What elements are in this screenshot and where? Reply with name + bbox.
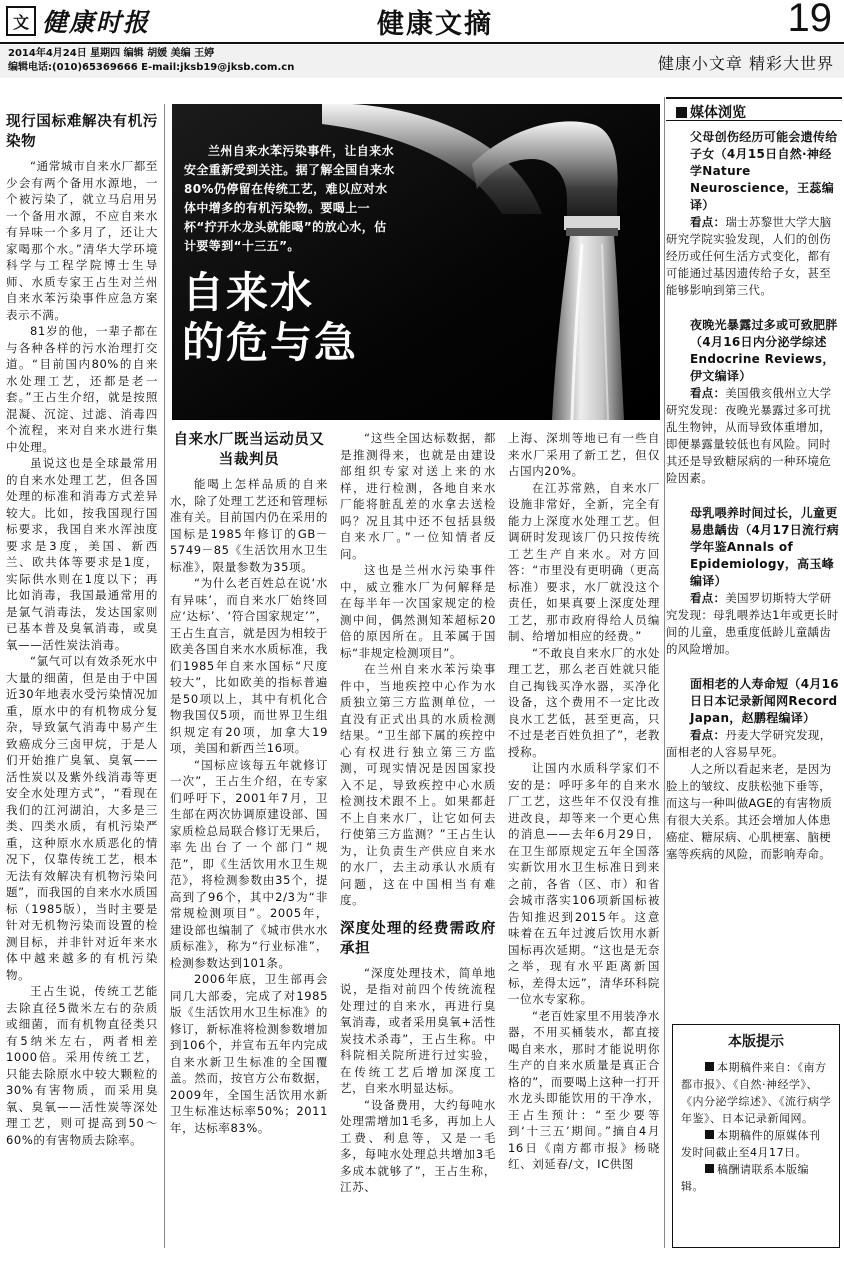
editor-contact: 编辑电话:(010)65369666 E-mail:jksb19@jksb.com.cn xyxy=(8,62,295,73)
paragraph: “不敢良自来水厂的水处理工艺，那么老百姓就只能自己掏钱买净水器，买净化设备，这个费用不一定比改良水工艺低，甚至更高，只不过是老百姓负担了”，老教授称。 xyxy=(508,645,660,759)
paragraph: 能喝上怎样品质的自来水，除了处理工艺还和管理标准有关。目前国内仍在采用的国标是1985年修订的GB－5749－85《生活饮用水卫生标准》，限量参数为35项。 xyxy=(170,477,328,574)
paragraph: “老百姓家里不用装净水器，不用买桶装水，都直接喝自来水，那时才能说明你生产的自来水质量是真正合格的”，而要喝上这种一打开水龙头即能饮用的干净水，王占生预计：“至少要等到‘十三五’期间。”摘自4月16日《南方都市报》杨晓红、刘延春/文，IC供图 xyxy=(508,1008,660,1171)
digest-item-body: 瑞士苏黎世大学大脑研究学院实验发现，人们的创伤经历或任何生活方式变化，都有可能通过基因遗传给子女，甚至能够影响到第三代。 xyxy=(666,215,832,297)
paragraph: 81岁的他，一辈子都在与各种各样的污水治理打交道。“目前国内80%的自来水处理工艺，还都是老一套。”王占生介绍，就是按照混凝、沉淀、过滤、消毒四个流程，来对自来水进行集中处理。 xyxy=(6,324,158,454)
digest-item-title: 父母创伤经历可能会遗传给子女（4月15日自然·神经学Nature Neuroscience，王蕊编译） xyxy=(690,130,838,212)
digest-item-title: 面相老的人寿命短（4月16日日本记录新闻网Record Japan，赵鹏程编译） xyxy=(690,677,839,725)
paragraph: “这些全国达标数据，都是推测得来，也就是由建设部组织专家对送上来的水样，进行检测，各地自来水厂能将脏乱差的水拿去送检吗？况且其中还不包括县级自来水厂。”一位知情者反问。 xyxy=(340,431,496,561)
digest-item-label: 看点： xyxy=(690,591,726,605)
photo-headline-line-2: 的危与急 xyxy=(182,318,359,367)
notice-payment xyxy=(681,1161,831,1195)
issue-date: 2014年4月24日 星期四 编辑 胡媛 美编 王婷 xyxy=(8,48,215,59)
article-column-2 xyxy=(170,430,328,1248)
notice-sources xyxy=(681,1059,831,1127)
logo-mark: 文 xyxy=(6,6,36,36)
digest-item xyxy=(666,505,842,658)
column-divider xyxy=(164,104,165,1248)
digest-item-title: 母乳喂养时间过长，儿童更易患龋齿（4月17日流行病学年鉴Annals of Epidemiology，高玉峰编译） xyxy=(690,506,839,588)
article-title-water-plant: 自来水厂既当运动员又当裁判员 xyxy=(173,432,325,468)
digest-item-body: 美国俄亥俄州立大学研究发现：夜晚光暴露过多可扰乱生物钟，从而导致体重增加，即便暴露量较低也有风险。同时其还是导致糖尿病的一种环境危险因素。 xyxy=(666,386,832,485)
article-title-deep-treatment: 深度处理的经费需政府承担 xyxy=(340,920,496,957)
paragraph: 让国内水质科学家们不安的是：呼吁多年的自来水厂工艺，这些年不仅没有推进改良，却等来一个更心焦的消息——去年6月29日，在卫生部原规定五年全国落实新饮用水卫生标准日到来之前，各省（区、市）和省会城市落实106项新国标被告知推迟到2015年。这意味着在五年过渡后饮用水新国标再次延期。“这也是无奈之举，现有水平距离新国标，差得太远”，清华环科院一位水专家称。 xyxy=(508,761,660,1006)
paragraph: “为什么老百姓总在说‘水有异味’，而自来水厂始终回应‘达标’、‘符合国家规定’”，王占生直言，就是因为相较于欧美各国自来水水质标准，我们1985年自来水国标“尺度较大”，比如欧美的指标普遍是50项以上，其中有机化合物我国仅5项，而世界卫生组织规定有20项，加拿大19项，美国和新西兰16项。 xyxy=(170,576,328,755)
section-title: 健康文摘 xyxy=(377,9,493,40)
article-title-national-standard: 现行国标难解决有机污染物 xyxy=(6,114,158,150)
paragraph: “国标应该每五年就修订一次”，王占生介绍，在专家们呼吁下，2001年7月，卫生部在两次协调原建设部、国家质检总局联合修订无果后，率先出台了一个部门“规范”，即《生活饮用水卫生规范》，将检测参数由35个，提高到了96个，其中2/3为“非常规检测项目”。2005年，建设部也编制了《城市供水水质标准》，称为“行业标准”，检测参数达到101条。 xyxy=(170,757,328,970)
faucet-photo xyxy=(172,104,660,420)
page-notice-box xyxy=(672,1024,840,1248)
digest-item xyxy=(666,676,842,863)
photo-headline xyxy=(182,268,358,368)
paragraph: 王占生说，传统工艺能去除直径5微米左右的杂质或细菌，而有机物直径类只有5纳米左右，两者相差1000倍。采用传统工艺，只能去除原水中较大颗粒的30%有害物质，而采用臭氧、臭氧——活性炭等深处理工艺，则可提高到50～60%的有害物质去除率。 xyxy=(6,984,158,1147)
newspaper-logo xyxy=(6,2,164,40)
digest-item-text xyxy=(666,385,842,487)
notice-payment-text: 稿酬请联系本版编辑。 xyxy=(681,1163,809,1193)
notice-cutoff-text: 本期稿件的原媒体刊发时间截止至4月17日。 xyxy=(681,1129,821,1159)
logo-text: 健康时报 xyxy=(42,8,151,37)
page-number: 19 xyxy=(787,0,832,40)
digest-item-text xyxy=(666,727,842,761)
square-bullet-icon xyxy=(705,1164,714,1173)
paragraph: 这也是兰州水污染事件中，威立雅水厂为何解释是在每半年一次国家规定的检测中间，偶然测知苯超标20倍的原因所在。且苯属于国标“非规定检测项目”。 xyxy=(340,563,496,660)
header-rule xyxy=(0,42,844,44)
digest-item-extra: 人之所以看起来老，是因为脸上的皱纹、皮肤松弛下垂等，而这与一种叫做AGE的有害物质有很大关系。其还会增加人体患癌症、糖尿病、心肌梗塞、脑梗塞等疾病的风险，而影响寿命。 xyxy=(666,762,833,861)
digest-item xyxy=(666,317,842,487)
square-bullet-icon xyxy=(705,1062,714,1071)
media-digest-sidebar xyxy=(666,97,842,967)
sidebar-heading-text: 媒体浏览 xyxy=(690,105,746,121)
paragraph: “深度处理技术，简单地说，是指对前四个传统流程处理过的自来水，再进行臭氧消毒，或者采用臭氧+活性炭技术杀毒”，王占生称。中科院相关院所进行过实验，在传统工艺后增加深度工艺，自来水明显达标。 xyxy=(340,965,496,1095)
digest-item-label: 看点： xyxy=(690,215,726,229)
paragraph: 2006年底，卫生部再会同几大部委，完成了对1985版《生活饮用水卫生标准》的修订，新标准将检测参数增加到106个，并宣布五年内完成自来水新卫生标准的全国覆盖。然而，按官方公布数据，2009年，全国生活饮用水新卫生标准达标率50%；2011年，达标率83%。 xyxy=(170,972,328,1135)
photo-headline-line-1: 自来水 xyxy=(182,268,315,317)
article-column-4 xyxy=(508,430,660,1248)
paragraph: “设备费用，大约每吨水处理需增加1毛多，再加上人工费、利息等，又是一毛多，每吨水处理总共增加3毛多成本就够了”，王占生称，江苏、 xyxy=(340,1097,496,1194)
masthead xyxy=(0,0,844,80)
column-divider xyxy=(664,97,665,1248)
square-bullet-icon xyxy=(705,1130,714,1139)
article-column-1 xyxy=(6,112,158,1248)
digest-item-label: 看点： xyxy=(690,386,726,400)
paragraph: “氯气可以有效杀死水中大量的细菌，但是由于中国近30年地表水受污染情况加重，原水中的有机物成分复杂，导致氯气消毒中易产生致癌成分三卤甲烷，于是人们开始推广臭氧、臭氧——活性炭以及紫外线消毒等更安全水处理方式”，“看现在我们的江河湖泊，大多是三类、四类水质，有机污染严重，这种原水水质恶化的情况下，仅靠传统工艺，根本无法有效解决有机物污染问题”，而我国的自来水水质国标（1985版），当时主要是针对无机物污染而设置的检测目标，并非针对近年来水体中越来越多的有机污染物。 xyxy=(6,654,158,982)
article-column-3 xyxy=(340,430,496,1248)
digest-item-label: 看点： xyxy=(690,728,726,742)
sidebar-heading xyxy=(666,97,842,121)
digest-item-body: 美国罗切斯特大学研究发现：母乳喂养达1年或更长时间的儿童，患重度低龄儿童龋齿的风险增加。 xyxy=(666,591,839,656)
page-slogan: 健康小文章 精彩大世界 xyxy=(657,54,834,73)
digest-item-title: 夜晚光暴露过多或可致肥胖（4月16日内分泌学综述Endocrine Reviews，伊文编译） xyxy=(690,318,838,383)
paragraph: “通常城市自来水厂都至少会有两个备用水源地，一个被污染了，就立马启用另一个备用水源，不应自来水有异味一个多月了，还让大家喝那个水。”清华大学环境科学与工程学院博士生导师、水质专家王占生对兰州自来水苯污染事件应急方案表示不满。 xyxy=(6,159,158,322)
paragraph: 虽说这也是全球最常用的自来水处理工艺，但各国处理的标准和消毒方式差异较大。比如，按我国现行国标要求，我国自来水浑浊度要求是3度，美国、新西兰、欧共体等要求是1度，实际供水则在1度以下；再比如消毒，我国最通常用的是氯气消毒法，发达国家则已基本普及臭氧消毒，或臭氧——活性炭法消毒。 xyxy=(6,456,158,652)
digest-item-text xyxy=(666,590,842,658)
digest-item-text xyxy=(666,214,842,299)
square-bullet-icon xyxy=(676,107,687,118)
paragraph: 上海、深圳等地已有一些自来水厂采用了新工艺，但仅占国内20%。 xyxy=(508,431,660,478)
digest-item-body: 丹麦大学研究发现，面相老的人容易早死。 xyxy=(666,728,832,759)
notice-cutoff xyxy=(681,1127,831,1161)
digest-item xyxy=(666,129,842,299)
notice-title: 本版提示 xyxy=(728,1034,784,1050)
paragraph: 在兰州自来水苯污染事件中，当地疾控中心作为水质独立第三方监测单位，一直没有正式出具的水质检测结果。“卫生部下属的疾控中心有权进行独立第三方监测，可现实情况是因国家投入不足，导致疾控中心水质检测技术跟不上。如果都赶不上自来水厂，让它如何去行使第三方监测？”王占生认为，让负责生产供应自来水的水厂，去主动承认水质有问题，这在中国相当有难度。 xyxy=(340,662,496,907)
notice-sources-text: 本期稿件来自：《南方都市报》、《自然·神经学》、《内分泌学综述》、《流行病学年鉴》、日本记录新闻网。 xyxy=(681,1061,831,1125)
photo-lead-text: 兰州自来水苯污染事件，让自来水安全重新受到关注。据了解全国自来水80%仍停留在传统工艺，难以应对水体中增多的有机污染物。要喝上一杯“拧开水龙头就能喝”的放心水，估计要等到“十三五”。 xyxy=(184,144,395,253)
paragraph: 在江苏常熟，自来水厂设施非常好，全新，完全有能力上深度水处理工艺。但调研时发现该厂仍只按传统工艺生产自来水。对方回答：“市里没有更明确（更高标准）要求，水厂就没这个责任，如果真要上深度处理工艺，那市政府得给人员编制、给增加相应的经费。” xyxy=(508,480,660,643)
